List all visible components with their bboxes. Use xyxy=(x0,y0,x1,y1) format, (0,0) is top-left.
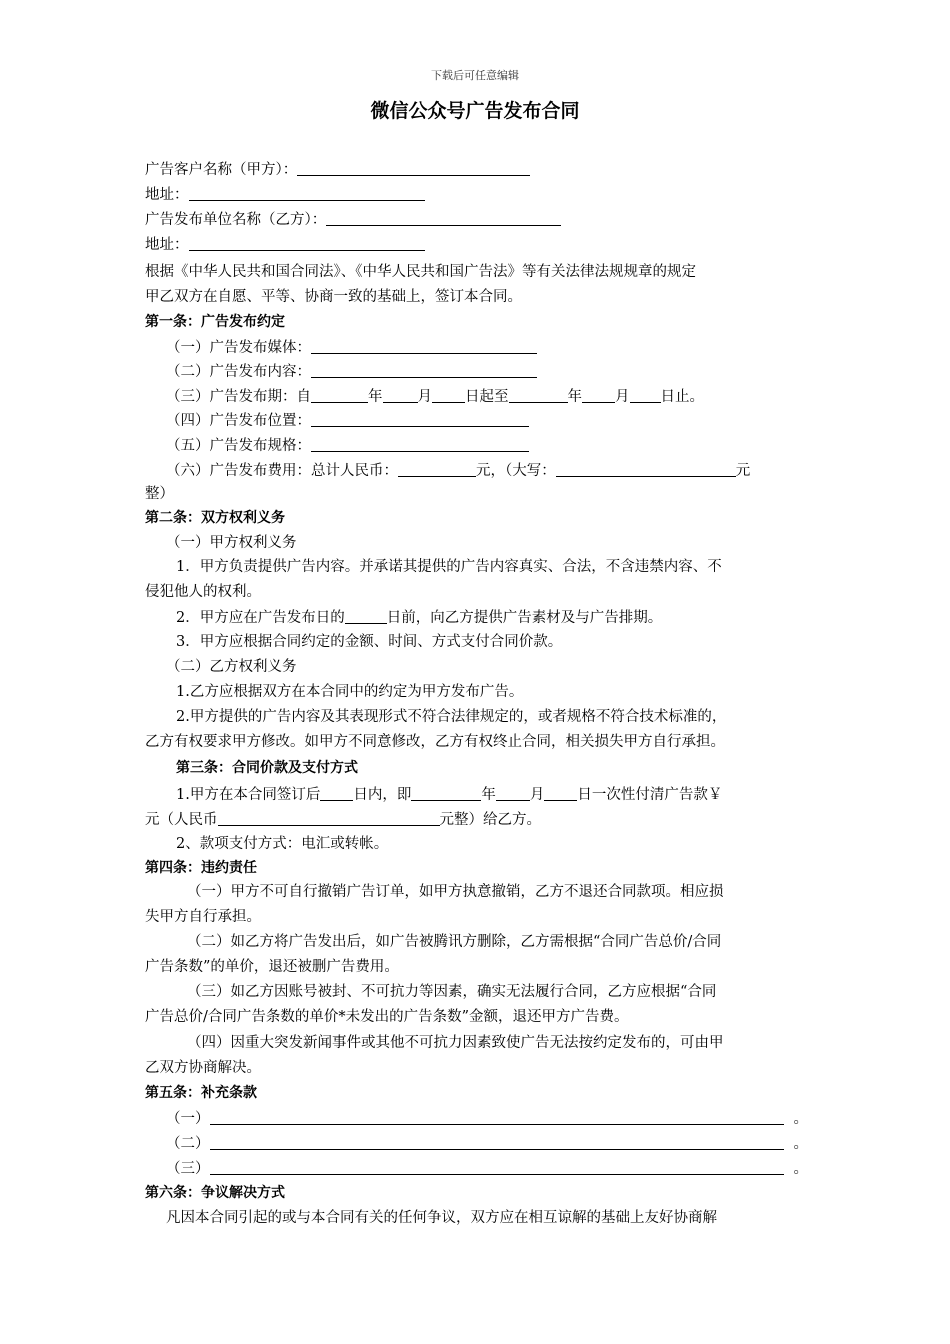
art4-p4-line1: （四）因重大突发新闻事件或其他不可抗力因素致使广告无法按约定发布的，可由甲 xyxy=(187,1035,724,1051)
party-b-address-line xyxy=(145,235,425,254)
art5-item-3-end: 。 xyxy=(793,1161,808,1177)
intro-line-2: 甲乙双方在自愿、平等、协商一致的基础上，签订本合同。 xyxy=(145,289,522,305)
start-year-field[interactable] xyxy=(311,387,368,403)
art5-item-3 xyxy=(166,1159,808,1178)
supplement-field-3[interactable] xyxy=(210,1159,784,1175)
art2-b2-line2: 乙方有权要求甲方修改。如甲方不同意修改，乙方有权终止合同，相关损失甲方自行承担。 xyxy=(145,734,725,750)
article-3-heading: 第三条：合同价款及支付方式 xyxy=(176,760,358,776)
party-b-name-label: 广告发布单位名称（乙方）： xyxy=(145,212,327,228)
art3-p1-rest: 日一次性付清广告款￥ xyxy=(577,787,723,803)
fee-unit: 元 xyxy=(735,463,751,479)
art1-spec-line xyxy=(166,436,529,455)
year-label: 年 xyxy=(368,389,383,405)
art3-p1-line2 xyxy=(145,810,541,829)
fee-capital-label: 元，（大写： xyxy=(476,463,556,479)
intro-line-1: 根据《中华人民共和国合同法》、《中华人民共和国广告法》等有关法律法规规章的规定 xyxy=(145,264,696,280)
pay-year-field[interactable] xyxy=(411,785,481,801)
art4-p1-line2: 失甲方自行承担。 xyxy=(145,909,261,925)
art3-p1-label: 1.甲方在本合同签订后 xyxy=(176,787,321,803)
party-a-address-label: 地址： xyxy=(145,187,189,203)
art1-media-line xyxy=(166,338,537,357)
art1-position-label: （四）广告发布位置： xyxy=(166,413,311,429)
art4-p3-line1: （三）如乙方因账号被封、不可抗力等因素，确实无法履行合同，乙方应根据“合同 xyxy=(187,984,717,1000)
start-day-field[interactable] xyxy=(432,387,465,403)
end-label: 日止。 xyxy=(660,389,704,405)
header-note: 下载后可任意编辑 xyxy=(431,69,519,82)
month-label: 月 xyxy=(417,389,432,405)
art2-a3: 3．甲方应根据合同约定的金额、时间、方式支付合同价款。 xyxy=(176,634,563,650)
party-a-name-label: 广告客户名称（甲方）： xyxy=(145,162,298,178)
pay-day-field[interactable] xyxy=(544,785,577,801)
art4-p4-line2: 乙双方协商解决。 xyxy=(145,1060,261,1076)
art2-a2-line xyxy=(176,608,662,627)
fee-capital-field[interactable] xyxy=(556,461,736,477)
art2-a2-rest: 日前，向乙方提供广告素材及与广告排期。 xyxy=(386,610,663,626)
art1-position-line xyxy=(166,411,529,430)
art5-item-3-label: （三） xyxy=(166,1161,210,1177)
art1-media-label: （一）广告发布媒体： xyxy=(166,340,311,356)
art1-period-label: （三）广告发布期：自 xyxy=(166,389,311,405)
art1-content-field[interactable] xyxy=(311,362,537,378)
art2-sub-b: （二）乙方权利义务 xyxy=(166,659,297,675)
art2-sub-a: （一）甲方权利义务 xyxy=(166,535,297,551)
rmb-capital-field[interactable] xyxy=(218,810,440,826)
end-month-field[interactable] xyxy=(582,387,615,403)
art3-year-label: 年 xyxy=(481,787,496,803)
article-4-heading: 第四条：违约责任 xyxy=(145,860,257,876)
article-5-heading: 第五条：补充条款 xyxy=(145,1085,257,1101)
art1-fee-label: （六）广告发布费用：总计人民币： xyxy=(166,463,398,479)
pay-days-field[interactable] xyxy=(320,785,353,801)
party-b-name-line xyxy=(145,210,561,229)
art5-item-2 xyxy=(166,1134,808,1153)
art4-p2-line2: 广告条数”的单价，退还被删广告费用。 xyxy=(145,959,399,975)
supplement-field-2[interactable] xyxy=(210,1134,784,1150)
end-day-field[interactable] xyxy=(630,387,661,403)
art1-spec-field[interactable] xyxy=(311,436,529,452)
art5-item-1-label: （一） xyxy=(166,1111,210,1127)
art1-content-line xyxy=(166,362,537,381)
art5-item-2-end: 。 xyxy=(793,1136,808,1152)
art5-item-2-label: （二） xyxy=(166,1136,210,1152)
art4-p2-line1: （二）如乙方将广告发出后，如广告被腾讯方删除，乙方需根据“合同广告总价/合同 xyxy=(187,934,722,950)
pay-month-field[interactable] xyxy=(496,785,530,801)
art3-rmb-label: 元（人民币 xyxy=(145,812,218,828)
art5-item-1 xyxy=(166,1109,808,1128)
art1-spec-label: （五）广告发布规格： xyxy=(166,438,311,454)
end-year-field[interactable] xyxy=(509,387,568,403)
art1-fee-line xyxy=(166,461,750,480)
article-2-heading: 第二条：双方权利义务 xyxy=(145,510,285,526)
supplement-field-1[interactable] xyxy=(210,1109,784,1125)
party-a-name-field[interactable] xyxy=(297,160,530,176)
art2-b1: 1.乙方应根据双方在本合同中的约定为甲方发布广告。 xyxy=(176,684,524,700)
days-before-field[interactable] xyxy=(345,608,387,624)
art1-period-line xyxy=(166,387,704,406)
year-label-2: 年 xyxy=(567,389,582,405)
art3-p1-line1 xyxy=(176,785,722,804)
art6-p1: 凡因本合同引起的或与本合同有关的任何争议，双方应在相互谅解的基础上友好协商解 xyxy=(166,1210,717,1226)
art2-a2-label: 2．甲方应在广告发布日的 xyxy=(176,610,345,626)
art1-content-label: （二）广告发布内容： xyxy=(166,364,311,380)
art3-p2: 2、款项支付方式：电汇或转帐。 xyxy=(176,836,389,852)
start-month-field[interactable] xyxy=(383,387,418,403)
party-a-name-line xyxy=(145,160,530,179)
art2-a1-line2: 侵犯他人的权利。 xyxy=(145,584,261,600)
art2-b2-line1: 2.甲方提供的广告内容及其表现形式不符合法律规定的，或者规格不符合技术标准的， xyxy=(176,709,727,725)
art2-a1-line1: 1．甲方负责提供广告内容。并承诺其提供的广告内容真实、合法，不含违禁内容、不 xyxy=(176,559,722,575)
party-b-name-field[interactable] xyxy=(326,210,561,226)
party-a-address-line xyxy=(145,185,425,204)
party-b-address-label: 地址： xyxy=(145,237,189,253)
article-1-heading: 第一条：广告发布约定 xyxy=(145,314,285,330)
art3-p1-end: 元整）给乙方。 xyxy=(439,812,541,828)
art3-p1-within: 日内，即 xyxy=(353,787,412,803)
art1-position-field[interactable] xyxy=(311,411,529,427)
art4-p3-line2: 广告总价/合同广告条数的单价*未发出的广告条数”金额，退还甲方广告费。 xyxy=(145,1009,629,1025)
party-b-address-field[interactable] xyxy=(189,235,425,251)
art3-month-label: 月 xyxy=(529,787,545,803)
fee-amount-field[interactable] xyxy=(398,461,476,477)
art4-p1-line1: （一）甲方不可自行撤销广告订单，如甲方执意撤销，乙方不退还合同款项。相应损 xyxy=(187,884,724,900)
from-label: 日起至 xyxy=(465,389,509,405)
month-label-2: 月 xyxy=(615,389,630,405)
article-6-heading: 第六条：争议解决方式 xyxy=(145,1185,285,1201)
art1-media-field[interactable] xyxy=(311,338,537,354)
party-a-address-field[interactable] xyxy=(189,185,425,201)
page-title: 微信公众号广告发布合同 xyxy=(370,100,580,122)
art5-item-1-end: 。 xyxy=(793,1111,808,1127)
art1-fee-cont: 整） xyxy=(145,486,174,502)
